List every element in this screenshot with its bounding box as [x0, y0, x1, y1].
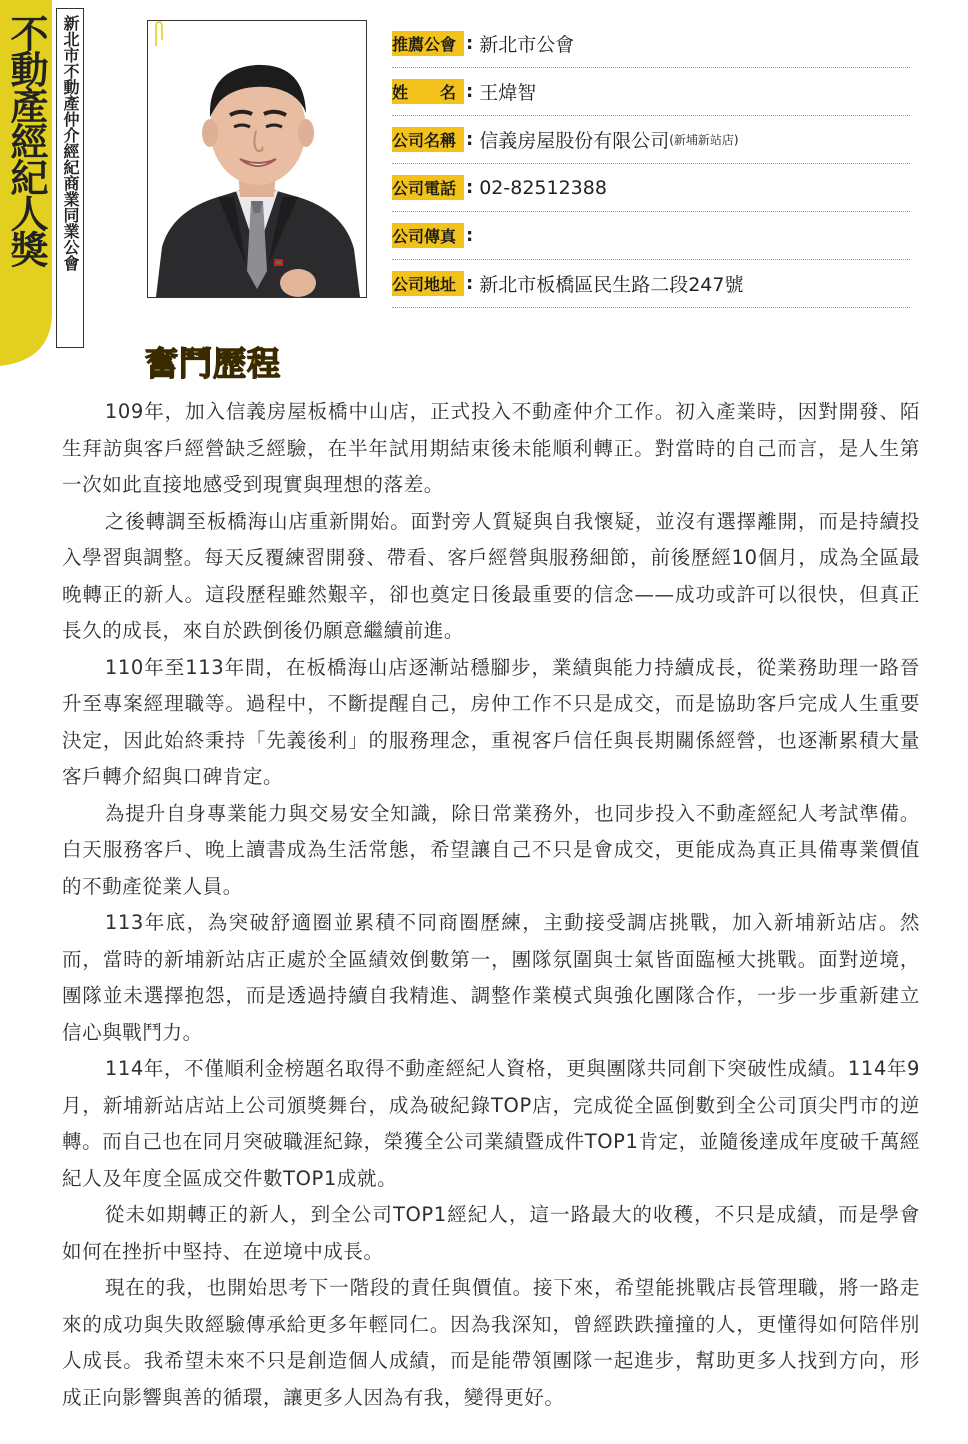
info-value: 王煒智 — [479, 82, 537, 104]
info-colon: : — [466, 225, 474, 246]
award-side-tab — [0, 0, 88, 368]
info-colon: : — [466, 81, 474, 102]
story-paragraph: 110年至113年間，在板橋海山店逐漸站穩腳步，業績與能力持續成長，從業務助理一路晉升至專案經理職等。過程中，不斷提醒自己，房仲工作不只是成交，而是協助客戶完成人生重要決定，因此始終秉持「先義後利」的服務理念，重視客戶信任與長期關係經營，也逐漸累積大量客戶轉介紹與口碑肯定。 — [62, 655, 920, 788]
info-row-association — [392, 20, 910, 68]
info-row-fax — [392, 212, 910, 260]
story-paragraph: 109年，加入信義房屋板橋中山店，正式投入不動產仲介工作。初入產業時，因對開發、陌生拜訪與客戶經營缺乏經驗，在半年試用期結束後未能順利轉正。對當時的自己而言，是人生第一次如此直接地感受到現實與理想的落差。 — [62, 400, 920, 496]
info-label: 公司地址 — [392, 271, 464, 296]
association-name: 新北市不動產仲介經紀商業同業公會 — [61, 15, 80, 271]
paperclip-icon — [152, 20, 166, 48]
info-colon: : — [466, 273, 474, 294]
info-row-phone — [392, 164, 910, 212]
info-value: 新北市板橋區民生路二段247號 — [479, 274, 744, 296]
info-row-name — [392, 68, 910, 116]
portrait-photo — [147, 20, 367, 298]
story-paragraph: 現在的我，也開始思考下一階段的責任與價值。接下來，希望能挑戰店長管理職，將一路走來的成功與失敗經驗傳承給更多年輕同仁。因為我深知，曾經跌跌撞撞的人，更懂得如何陪伴別人成長。我希望未來不只是創造個人成績，而是能帶領團隊一起進步，幫助更多人找到方向，形成正向影響與善的循環，讓更多人因為有我，變得更好。 — [62, 1276, 920, 1409]
info-label: 推薦公會 — [392, 31, 464, 56]
info-colon: : — [466, 177, 474, 198]
association-box — [56, 8, 84, 348]
info-panel — [392, 20, 910, 308]
info-value: 新北市公會 — [479, 34, 575, 56]
info-label: 姓 名 — [392, 79, 464, 104]
info-label: 公司名稱 — [392, 127, 464, 152]
info-row-address — [392, 260, 910, 308]
info-row-company — [392, 116, 910, 164]
story-paragraph: 從未如期轉正的新人，到全公司TOP1經紀人，這一路最大的收穫，不只是成績，而是學會如何在挫折中堅持、在逆境中成長。 — [62, 1203, 920, 1263]
story-paragraph: 之後轉調至板橋海山店重新開始。面對旁人質疑與自我懷疑，並沒有選擇離開，而是持續投入學習與調整。每天反覆練習開發、帶看、客戶經營與服務細節，前後歷經10個月，成為全區最晚轉正的新人。這段歷程雖然艱辛，卻也奠定日後最重要的信念——成功或許可以很快，但真正長久的成長，來自於跌倒後仍願意繼續前進。 — [62, 509, 920, 642]
info-colon: : — [466, 129, 474, 150]
story-paragraph: 113年底，為突破舒適圈並累積不同商圈歷練，主動接受調店挑戰，加入新埔新站店。然而，當時的新埔新站店正處於全區績效倒數第一，團隊氛圍與士氣皆面臨極大挑戰。面對逆境，團隊並未選擇抱怨，而是透過持續自我精進、調整作業模式與強化團隊合作，一步一步重新建立信心與戰鬥力。 — [62, 911, 920, 1044]
story-paragraph: 為提升自身專業能力與交易安全知識，除日常業務外，也同步投入不動產經紀人考試準備。白天服務客戶、晚上讀書成為生活常態，希望讓自己不只是會成交，更能成為真正具備專業價值的不動產從業人員。 — [62, 801, 920, 898]
info-value: 信義房屋股份有限公司 — [479, 130, 670, 152]
portrait-illustration — [148, 21, 366, 297]
award-title: 不動產經紀人獎 — [4, 14, 49, 266]
story-paragraph: 114年，不僅順利金榜題名取得不動產經紀人資格，更與團隊共同創下突破性成績。114年9月，新埔新站店站上公司頒獎舞台，成為破紀錄TOP店，完成從全區倒數到全公司頂尖門市的逆轉。而自己也在同月突破職涯紀錄，榮獲全公司業績暨成件TOP1肯定，並隨後達成年度破千萬經紀人及年度全區成交件數TOP1成就。 — [62, 1057, 920, 1190]
info-label: 公司傳真 — [392, 223, 464, 248]
info-colon: : — [466, 33, 474, 54]
info-label: 公司電話 — [392, 175, 464, 200]
info-branch: (新埔新站店) — [669, 133, 739, 147]
section-heading: 奮鬥歷程 — [145, 344, 281, 383]
info-value: 02-82512388 — [479, 176, 607, 199]
story-body — [62, 394, 920, 1416]
